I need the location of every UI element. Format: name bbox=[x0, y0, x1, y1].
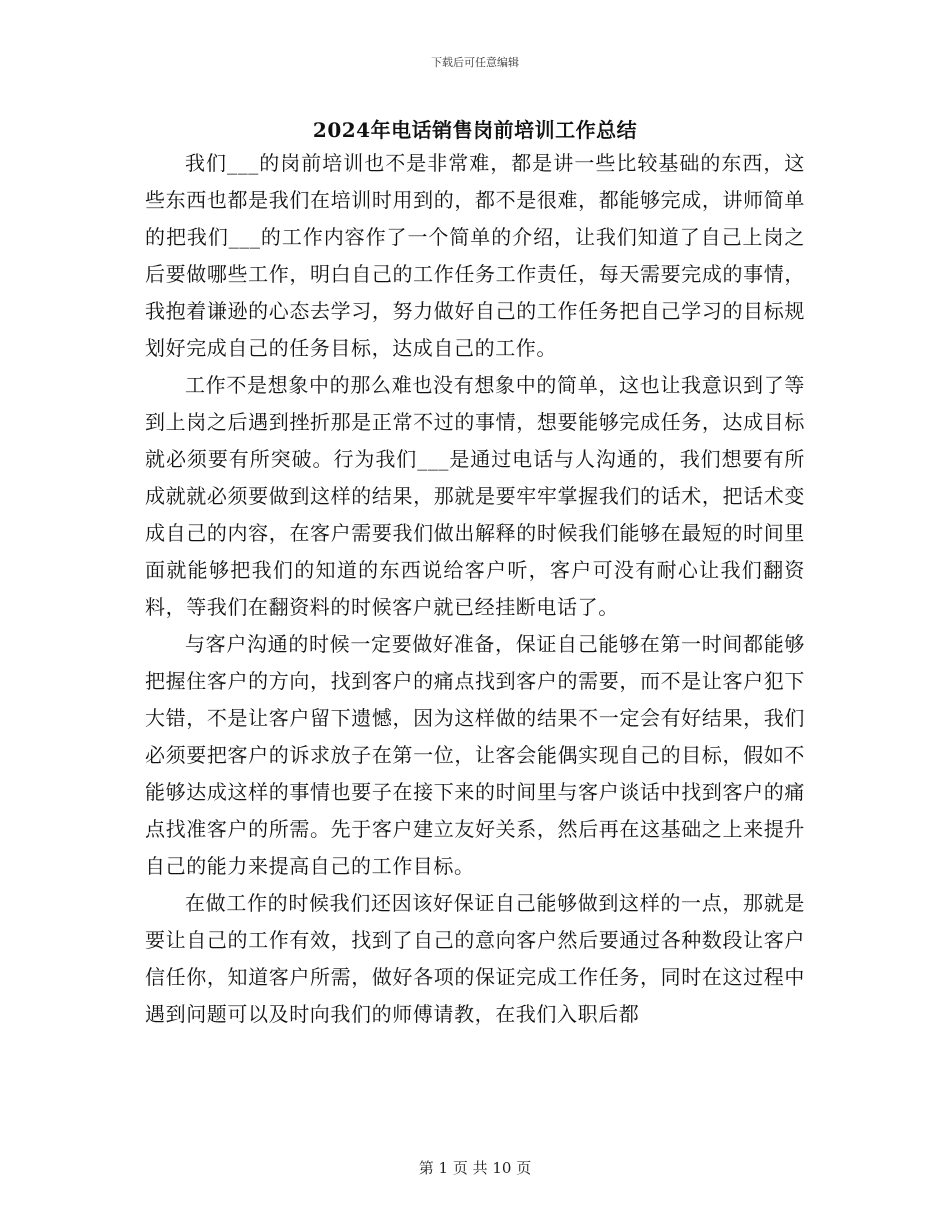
page-header-note: 下载后可任意编辑 bbox=[431, 56, 519, 69]
paragraph-3: 与客户沟通的时候一定要做好准备，保证自己能够在第一时间都能够把握住客户的方向，找到客户的痛点找到客户的需要，而不是让客户犯下大错，不是让客户留下遗憾，因为这样做的结果不一定会有好结果，我们必须要把客户的诉求放子在第一位，让客会能偶实现自己的目标，假如不能够达成这样的事情也要子在接下来的时间里与客户谈话中找到客户的痛点找准客户的所需。先于客户建立友好关系，然后再在这基础之上来提升自己的能力来提高自己的工作目标。 bbox=[145, 632, 805, 878]
paragraph-2: 工作不是想象中的那么难也没有想象中的简单，这也让我意识到了等到上岗之后遇到挫折那是正常不过的事情，想要能够完成任务，达成目标就必须要有所突破。行为我们___是通过电话与人沟通的，我们想要有所成就就必须要做到这样的结果，那就是要牢牢掌握我们的话术，把话术变成自己的内容，在客户需要我们做出解释的时候我们能够在最短的时间里面就能够把我们的知道的东西说给客户听，客户可没有耐心让我们翻资料，等我们在翻资料的时候客户就已经挂断电话了。 bbox=[145, 373, 805, 619]
document-title: 2024年电话销售岗前培训工作总结 bbox=[312, 118, 638, 142]
document-body bbox=[145, 145, 805, 1033]
page-number-footer: 第 1 页 共 10 页 bbox=[418, 1159, 532, 1177]
paragraph-1: 我们___的岗前培训也不是非常难，都是讲一些比较基础的东西，这些东西也都是我们在培训时用到的，都不是很难，都能够完成，讲师简单的把我们___的工作内容作了一个简单的介绍，让我们知道了自己上岗之后要做哪些工作，明白自己的工作任务工作责任，每天需要完成的事情，我抱着谦逊的心态去学习，努力做好自己的工作任务把自己学习的目标规划好完成自己的任务目标，达成自己的工作。 bbox=[145, 151, 805, 360]
paragraph-4: 在做工作的时候我们还因该好保证自己能够做到这样的一点，那就是要让自己的工作有效，找到了自己的意向客户然后要通过各种数段让客户信任你，知道客户所需，做好各项的保证完成工作任务，同时在这过程中遇到问题可以及时向我们的师傅请教，在我们入职后都 bbox=[145, 891, 805, 1026]
